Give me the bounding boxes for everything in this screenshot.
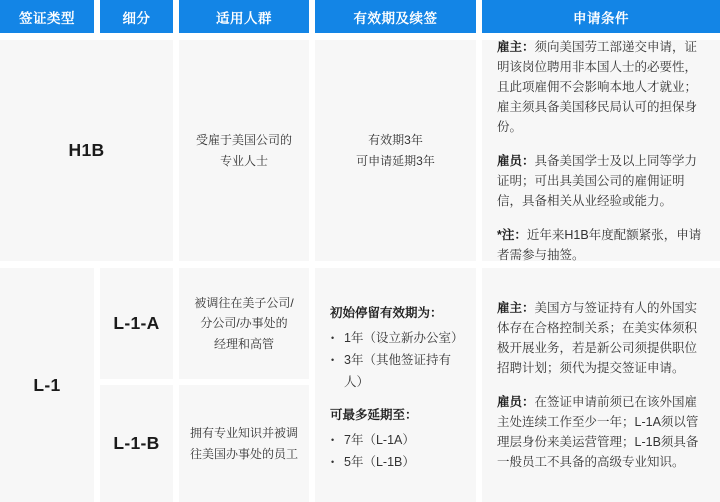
h1b-audience-line: 专业人士	[219, 153, 268, 168]
l1b-subtype-cell	[100, 385, 173, 502]
h1b-validity-cell	[315, 40, 476, 261]
l1-condition-employer	[497, 298, 705, 378]
l1a-subtype-label: L-1-A	[113, 313, 160, 333]
l1-validity-initial-item: • 3年（其他签证持有人）	[330, 349, 466, 393]
h1b-type-cell	[0, 40, 173, 261]
header-label-requirements: 申请条件	[573, 10, 629, 26]
l1-validity-extension-title: 可最多延期至：	[330, 408, 418, 422]
h1b-condition-employer	[497, 37, 705, 137]
condition-text: 在签证申请前须已在该外国雇主处连续工作至少一年；L-1A须以管理层身份来美运营管理；L-1B须具备一般员工不具备的高级专业知识。	[497, 395, 699, 469]
condition-label: 雇主：	[497, 39, 535, 54]
l1a-audience-line: 分公司/办事处的	[200, 316, 288, 331]
header-label-audience: 适用人群	[216, 10, 272, 26]
h1b-type-label: H1B	[68, 140, 105, 160]
header-cell-requirements	[482, 0, 720, 33]
l1b-audience-cell	[179, 385, 309, 502]
h1b-validity-line: 可申请延期3年	[356, 153, 435, 168]
l1-validity-initial-item: • 1年（设立新办公室）	[330, 327, 466, 349]
header-cell-audience	[179, 0, 309, 33]
h1b-validity-line: 有效期3年	[368, 133, 423, 147]
l1b-subtype-label: L-1-B	[113, 433, 160, 453]
header-cell-validity	[315, 0, 476, 33]
l1b-audience-line: 往美国办事处的员工	[189, 446, 298, 461]
l1-validity-cell	[315, 268, 476, 502]
h1b-audience-line: 受雇于美国公司的	[195, 133, 292, 147]
condition-label: 雇主：	[497, 301, 535, 315]
l1-validity-extension-item: • 5年（L-1B）	[330, 451, 466, 473]
h1b-audience-cell	[179, 40, 309, 261]
l1-type-cell	[0, 268, 94, 502]
l1-condition-employee	[497, 392, 705, 472]
condition-text: 近年来H1B年度配额紧张，申请者需参与抽签。	[497, 227, 702, 262]
l1a-audience-line: 被调往在美子公司/	[194, 295, 294, 310]
l1-validity-extension-item: • 7年（L-1A）	[330, 429, 466, 451]
header-cell-visa-type	[0, 0, 94, 33]
condition-label: 雇员：	[497, 153, 535, 168]
l1-requirements-cell	[482, 268, 720, 502]
condition-label: *注：	[497, 227, 527, 242]
condition-text: 具备美国学士及以上同等学力证明；可出具美国公司的雇佣证明信，具备相关从业经验或能力。	[497, 153, 698, 208]
l1-validity-initial-title: 初始停留有效期为：	[330, 306, 443, 320]
condition-text: 美国方与签证持有人的外国实体存在合格控制关系；在美实体须积极开展业务，若是新公司须提供职位招聘计划；须代为提交签证申请。	[497, 301, 698, 375]
h1b-condition-note	[497, 225, 705, 265]
l1-type-label: L-1	[33, 374, 61, 395]
h1b-requirements-cell	[482, 40, 720, 261]
l1a-audience-line: 经理和高管	[213, 336, 274, 351]
header-label-subtype: 细分	[122, 10, 151, 26]
header-label-validity: 有效期及续签	[353, 10, 438, 26]
header-label-visa-type: 签证类型	[19, 10, 75, 26]
h1b-condition-employee	[497, 151, 705, 211]
condition-text: 须向美国劳工部递交申请，证明该岗位聘用非本国人士的必要性，且此项雇佣不会影响本地人才就业；雇主须具备美国移民局认可的担保身份。	[497, 39, 698, 134]
l1a-subtype-cell	[100, 268, 173, 379]
header-cell-subtype	[100, 0, 173, 33]
l1b-audience-line: 拥有专业知识并被调	[189, 426, 298, 440]
l1a-audience-cell	[179, 268, 309, 379]
condition-label: 雇员：	[497, 395, 535, 409]
